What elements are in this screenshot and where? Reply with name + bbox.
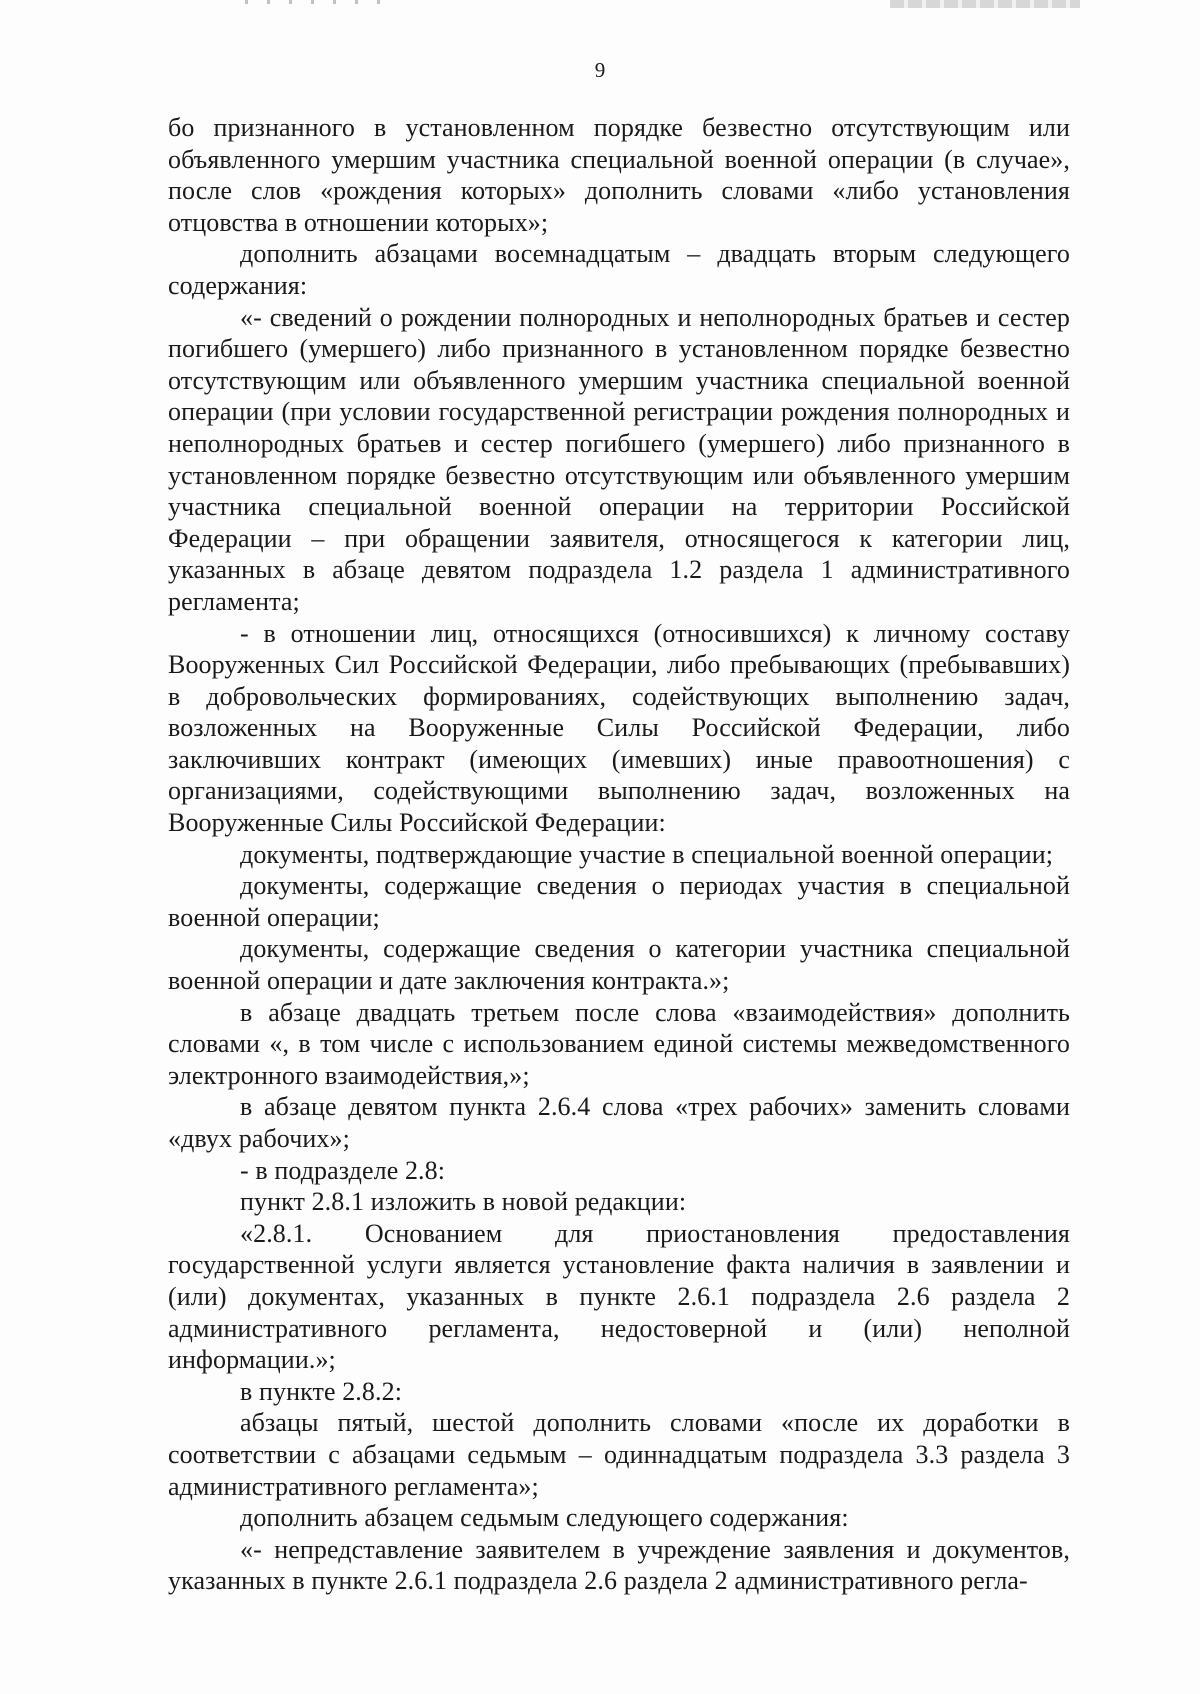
paragraph: дополнить абзацем седьмым следующего содержания: <box>240 1503 849 1533</box>
paragraph: документы, содержащие сведения о категории участника специальной военной операции и дате заключения контракта.»; <box>168 934 1070 996</box>
paragraph: «- непредставление заявителем в учреждение заявления и документов, указанных в пункте 2.6.1 подраздела 2.6 раздела 2 административного регла- <box>168 1534 1070 1596</box>
paragraph: документы, содержащие сведения о периодах участия в специальной военной операции; <box>168 871 1070 932</box>
paragraph: в пункте 2.8.2: <box>240 1376 403 1406</box>
scan-artifact <box>245 0 385 4</box>
page-number: 9 <box>594 58 606 82</box>
paragraph: - в отношении лиц, относящихся (относившихся) к личному составу Вооруженных Сил Российской Федерации, либо пребывающих (пребывавших) в добровольческих формированиях, содействующих выполнению задач, возложенных на Вооруженные Силы Российской Федерации, либо заключивших контракт (имеющих (имевших) иные правоотношения) с организациями, содействующими выполнению задач, возложенных на Вооруженные Силы Российской Федерации: <box>168 618 1070 838</box>
paragraph: - в подразделе 2.8: <box>240 1155 446 1185</box>
paragraph: в абзаце двадцать третьем после слова «взаимодействия» дополнить словами «, в том числе с использованием единой системы межведомственного электронного взаимодействия,»; <box>168 997 1070 1090</box>
paragraph: документы, подтверждающие участие в специальной военной операции; <box>240 839 1054 869</box>
paragraph: «- сведений о рождении полнородных и неполнородных братьев и сестер погибшего (умершего) либо признанного в установленном порядке безвестно отсутствующим или объявленного умершим участника специальной военной операции (при условии государственной регистрации рождения полнородных и неполнородных братьев и сестер погибшего (умершего) либо признанного в установленном порядке безвестно отсутствующим или объявленного умершим участника специальной военной операции на территории Российской Федерации – при обращении заявителя, относящегося к категории лиц, указанных в абзаце девятом подраздела 1.2 раздела 1 административного регламента; <box>168 302 1070 616</box>
document-body <box>168 112 1070 1597</box>
paragraph: дополнить абзацами восемнадцатым – двадцать вторым следующего содержания: <box>168 239 1070 300</box>
paragraph: пункт 2.8.1 изложить в новой редакции: <box>240 1187 687 1217</box>
paragraph: бо признанного в установленном порядке безвестно отсутствующим или объявленного умершим участника специальной военной операции (в случае», после слов «рождения которых» дополнить словами «либо установления отцовства в отношении которых»; <box>168 113 1070 237</box>
paragraph: в абзаце девятом пункта 2.6.4 слова «трех рабочих» заменить словами «двух рабочих»; <box>168 1092 1070 1153</box>
paragraph: «2.8.1. Основанием для приостановления предоставления государственной услуги является установление факта наличия в заявлении и (или) документах, указанных в пункте 2.6.1 подраздела 2.6 раздела 2 административного регламента, недостоверной и (или) неполной информации.»; <box>168 1218 1070 1375</box>
paragraph: абзацы пятый, шестой дополнить словами «после их доработки в соответствии с абзацами седьмым – одиннадцатым подраздела 3.3 раздела 3 административного регламента»; <box>168 1408 1070 1501</box>
scan-artifact <box>890 0 1080 8</box>
